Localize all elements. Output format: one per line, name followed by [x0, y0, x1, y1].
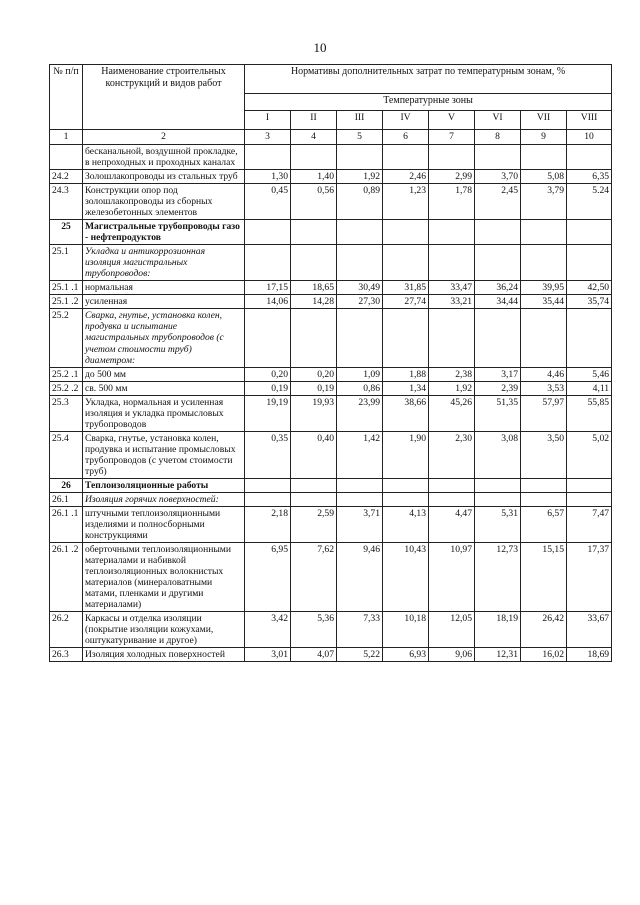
column-number-cell: 8 [475, 130, 521, 145]
row-number: 25.4 [50, 431, 83, 478]
table-row [50, 395, 612, 431]
work-type-name: Изоляция горячих поверхностей: [83, 492, 245, 506]
zone-value-cell: 0,20 [245, 367, 291, 381]
row-number: 24.3 [50, 184, 83, 220]
zone-value-cell: 45,26 [429, 395, 475, 431]
column-number-cell: 4 [291, 130, 337, 145]
zone-value-cell [383, 478, 429, 492]
zone-value-cell [291, 309, 337, 367]
zone-value-cell: 2,45 [475, 184, 521, 220]
table-row [50, 648, 612, 662]
zone-value-cell: 35,44 [521, 295, 567, 309]
table-row [50, 281, 612, 295]
header-zones-label: Температурные зоны [245, 94, 612, 111]
header-norms: Нормативы дополнительных затрат по температурным зонам, % [245, 65, 612, 94]
zone-value-cell: 39,95 [521, 281, 567, 295]
zone-value-cell: 5,31 [475, 506, 521, 542]
zone-value-cell: 3,71 [337, 506, 383, 542]
zone-header-cell: VII [521, 111, 567, 130]
zone-value-cell: 33,47 [429, 281, 475, 295]
zone-value-cell: 19,93 [291, 395, 337, 431]
zone-value-cell: 17,15 [245, 281, 291, 295]
row-number: 25.1 [50, 245, 83, 281]
zone-value-cell: 4,07 [291, 648, 337, 662]
zone-value-cell [567, 492, 612, 506]
page-number: 10 [313, 40, 327, 55]
zone-value-cell [475, 145, 521, 170]
zone-value-cell [429, 245, 475, 281]
zone-value-cell: 2,30 [429, 431, 475, 478]
work-type-name: Золошлакопроводы из стальных труб [83, 170, 245, 184]
table-row [50, 170, 612, 184]
work-type-name: Теплоизоляционные работы [83, 478, 245, 492]
zone-value-cell: 0,20 [291, 367, 337, 381]
zone-value-cell: 18,69 [567, 648, 612, 662]
table-row [50, 381, 612, 395]
work-type-name: Магистральные трубопроводы газо - нефтепродуктов [83, 220, 245, 245]
zone-value-cell [567, 309, 612, 367]
zone-value-cell [475, 220, 521, 245]
row-number: 25.2 [50, 309, 83, 367]
zone-value-cell: 17,37 [567, 543, 612, 612]
zone-value-cell: 19,19 [245, 395, 291, 431]
zone-value-cell: 3,08 [475, 431, 521, 478]
zone-value-cell: 3,53 [521, 381, 567, 395]
zone-value-cell: 0,56 [291, 184, 337, 220]
zone-value-cell [567, 245, 612, 281]
column-numbers-row [50, 130, 612, 145]
zone-value-cell: 3,42 [245, 612, 291, 648]
zone-value-cell [567, 220, 612, 245]
zone-value-cell [291, 492, 337, 506]
zone-value-cell: 2,99 [429, 170, 475, 184]
zone-value-cell: 3,50 [521, 431, 567, 478]
zone-value-cell [245, 145, 291, 170]
zone-value-cell [429, 478, 475, 492]
zone-value-cell [521, 245, 567, 281]
column-number-cell: 6 [383, 130, 429, 145]
zone-value-cell: 34,44 [475, 295, 521, 309]
zone-value-cell: 33,67 [567, 612, 612, 648]
zone-header-cell: II [291, 111, 337, 130]
zone-value-cell [429, 492, 475, 506]
zone-value-cell: 4,47 [429, 506, 475, 542]
zone-header-cell: IV [383, 111, 429, 130]
column-number-cell: 2 [83, 130, 245, 145]
zone-value-cell: 26,42 [521, 612, 567, 648]
zone-value-cell: 1,23 [383, 184, 429, 220]
zone-value-cell: 27,30 [337, 295, 383, 309]
zone-value-cell: 6,35 [567, 170, 612, 184]
zone-value-cell [245, 245, 291, 281]
column-number-cell: 5 [337, 130, 383, 145]
zone-value-cell [291, 478, 337, 492]
table-header [50, 65, 612, 130]
table-row [50, 431, 612, 478]
zone-value-cell: 15,15 [521, 543, 567, 612]
work-type-name: нормальная [83, 281, 245, 295]
zone-value-cell [337, 220, 383, 245]
row-number: 25.1 .1 [50, 281, 83, 295]
zone-value-cell [567, 478, 612, 492]
zone-value-cell [383, 220, 429, 245]
zone-value-cell: 5,22 [337, 648, 383, 662]
header-num: № п/п [50, 65, 83, 130]
zone-value-cell: 6,93 [383, 648, 429, 662]
zone-value-cell: 9,06 [429, 648, 475, 662]
zone-value-cell: 0,19 [291, 381, 337, 395]
norms-table [49, 64, 612, 662]
zone-value-cell: 0,40 [291, 431, 337, 478]
row-number: 26.1 .1 [50, 506, 83, 542]
zone-value-cell: 2,18 [245, 506, 291, 542]
zone-value-cell: 33,21 [429, 295, 475, 309]
table-row [50, 543, 612, 612]
zone-value-cell [429, 220, 475, 245]
zone-value-cell [291, 145, 337, 170]
row-number: 26.2 [50, 612, 83, 648]
zone-value-cell: 12,73 [475, 543, 521, 612]
zone-value-cell: 10,43 [383, 543, 429, 612]
row-number: 25 [50, 220, 83, 245]
zone-value-cell: 7,62 [291, 543, 337, 612]
work-type-name: Укладка, нормальная и усиленная изоляция и укладка промысловых трубопроводов [83, 395, 245, 431]
row-number: 25.2 .1 [50, 367, 83, 381]
zone-header-cell: III [337, 111, 383, 130]
zone-value-cell: 1,78 [429, 184, 475, 220]
zone-value-cell: 30,49 [337, 281, 383, 295]
zone-value-cell: 35,74 [567, 295, 612, 309]
zone-value-cell: 6,95 [245, 543, 291, 612]
zone-value-cell: 2,59 [291, 506, 337, 542]
row-number: 26 [50, 478, 83, 492]
zone-value-cell [521, 492, 567, 506]
zone-value-cell [475, 245, 521, 281]
zone-value-cell: 36,24 [475, 281, 521, 295]
zone-value-cell [383, 245, 429, 281]
column-number-cell: 10 [567, 130, 612, 145]
zone-value-cell: 0,35 [245, 431, 291, 478]
zone-value-cell [567, 145, 612, 170]
work-type-name: Конструкции опор под золошлакопроводы из сборных железобетонных элементов [83, 184, 245, 220]
zone-value-cell: 5.24 [567, 184, 612, 220]
zone-value-cell [291, 245, 337, 281]
zone-value-cell [429, 309, 475, 367]
zone-header-cell: VI [475, 111, 521, 130]
section-row [50, 220, 612, 245]
zone-value-cell [521, 309, 567, 367]
zone-value-cell: 7,47 [567, 506, 612, 542]
zone-value-cell: 10,18 [383, 612, 429, 648]
table-row [50, 492, 612, 506]
zone-value-cell: 57,97 [521, 395, 567, 431]
zone-value-cell: 1,92 [429, 381, 475, 395]
zone-value-cell [383, 145, 429, 170]
zone-value-cell: 27,74 [383, 295, 429, 309]
row-number: 26.1 [50, 492, 83, 506]
zone-value-cell: 42,50 [567, 281, 612, 295]
column-number-cell: 9 [521, 130, 567, 145]
work-type-name: бесканальной, воздушной прокладке, в непроходных и проходных каналах [83, 145, 245, 170]
work-type-name: св. 500 мм [83, 381, 245, 395]
column-number-cell: 7 [429, 130, 475, 145]
row-number: 25.2 .2 [50, 381, 83, 395]
work-type-name: Каркасы и отделка изоляции (покрытие изоляции кожухами, оштукатуривание и другое) [83, 612, 245, 648]
zone-value-cell: 31,85 [383, 281, 429, 295]
zone-value-cell: 3,79 [521, 184, 567, 220]
zone-value-cell [245, 309, 291, 367]
table-body [50, 130, 612, 662]
zone-value-cell: 3,01 [245, 648, 291, 662]
table-row [50, 184, 612, 220]
zone-value-cell: 7,33 [337, 612, 383, 648]
table-row [50, 506, 612, 542]
table-row [50, 309, 612, 367]
zone-value-cell: 2,38 [429, 367, 475, 381]
row-number: 26.1 .2 [50, 543, 83, 612]
row-number: 26.3 [50, 648, 83, 662]
zone-value-cell: 1,92 [337, 170, 383, 184]
zone-value-cell: 12,31 [475, 648, 521, 662]
zone-value-cell [429, 145, 475, 170]
zone-value-cell [337, 309, 383, 367]
zone-value-cell: 3,70 [475, 170, 521, 184]
zone-value-cell [337, 145, 383, 170]
work-type-name: Укладка и антикоррозионная изоляция магистральных трубопроводов: [83, 245, 245, 281]
zone-value-cell: 51,35 [475, 395, 521, 431]
zone-value-cell [521, 220, 567, 245]
zone-value-cell: 12,05 [429, 612, 475, 648]
zone-value-cell [475, 492, 521, 506]
zone-value-cell: 5,36 [291, 612, 337, 648]
zone-header-cell: VIII [567, 111, 612, 130]
zone-value-cell: 1,90 [383, 431, 429, 478]
zone-header-cell: V [429, 111, 475, 130]
zone-value-cell: 4,13 [383, 506, 429, 542]
zone-value-cell [245, 478, 291, 492]
zone-value-cell: 0,45 [245, 184, 291, 220]
zone-value-cell: 14,28 [291, 295, 337, 309]
table-row [50, 612, 612, 648]
work-type-name: оберточными теплоизоляционными материалами и набивкой теплоизоляционных волокнистых материалов (минераловатными матами, пленками и другими материалами) [83, 543, 245, 612]
table-row [50, 145, 612, 170]
zone-value-cell: 18,19 [475, 612, 521, 648]
zone-value-cell: 5,46 [567, 367, 612, 381]
work-type-name: до 500 мм [83, 367, 245, 381]
zone-value-cell: 1,40 [291, 170, 337, 184]
zone-value-cell: 1,88 [383, 367, 429, 381]
section-row [50, 478, 612, 492]
zone-value-cell: 1,30 [245, 170, 291, 184]
work-type-name: Изоляция холодных поверхностей [83, 648, 245, 662]
zone-value-cell: 1,42 [337, 431, 383, 478]
zone-header-cell: I [245, 111, 291, 130]
zone-value-cell: 2,46 [383, 170, 429, 184]
zone-value-cell [337, 245, 383, 281]
row-number [50, 145, 83, 170]
work-type-name: Сварка, гнутье, установка колен, продувка и испытание промысловых трубопроводов (с учетом стоимости труб) [83, 431, 245, 478]
zone-value-cell [337, 492, 383, 506]
column-number-cell: 1 [50, 130, 83, 145]
row-number: 25.3 [50, 395, 83, 431]
table-row [50, 245, 612, 281]
zone-value-cell [521, 145, 567, 170]
zone-value-cell: 16,02 [521, 648, 567, 662]
zone-value-cell [383, 492, 429, 506]
zone-value-cell: 4,46 [521, 367, 567, 381]
row-number: 24.2 [50, 170, 83, 184]
zone-value-cell [475, 478, 521, 492]
zone-value-cell [291, 220, 337, 245]
zone-value-cell: 1,09 [337, 367, 383, 381]
zone-value-cell [245, 220, 291, 245]
zone-value-cell: 0,19 [245, 381, 291, 395]
zone-value-cell: 2,39 [475, 381, 521, 395]
work-type-name: штучными теплоизоляционными изделиями и полносборными конструкциями [83, 506, 245, 542]
zone-value-cell: 14,06 [245, 295, 291, 309]
zone-value-cell [245, 492, 291, 506]
zone-value-cell: 23,99 [337, 395, 383, 431]
work-type-name: Сварка, гнутье, установка колен, продувка и испытание магистральных трубопроводов (с учетом стоимости труб) диаметром: [83, 309, 245, 367]
zone-value-cell: 5,08 [521, 170, 567, 184]
zone-value-cell: 5,02 [567, 431, 612, 478]
zone-value-cell: 10,97 [429, 543, 475, 612]
table-row [50, 367, 612, 381]
zone-value-cell: 0,86 [337, 381, 383, 395]
zone-value-cell [521, 478, 567, 492]
zone-value-cell: 9,46 [337, 543, 383, 612]
zone-value-cell: 18,65 [291, 281, 337, 295]
zone-value-cell: 1,34 [383, 381, 429, 395]
zone-value-cell: 6,57 [521, 506, 567, 542]
zone-value-cell: 4,11 [567, 381, 612, 395]
row-number: 25.1 .2 [50, 295, 83, 309]
zone-value-cell: 55,85 [567, 395, 612, 431]
zone-value-cell [383, 309, 429, 367]
column-number-cell: 3 [245, 130, 291, 145]
zone-value-cell [337, 478, 383, 492]
zone-value-cell: 3,17 [475, 367, 521, 381]
header-name: Наименование строительных конструкций и видов работ [83, 65, 245, 130]
zone-value-cell [475, 309, 521, 367]
work-type-name: усиленная [83, 295, 245, 309]
zone-value-cell: 0,89 [337, 184, 383, 220]
zone-value-cell: 38,66 [383, 395, 429, 431]
table-row [50, 295, 612, 309]
